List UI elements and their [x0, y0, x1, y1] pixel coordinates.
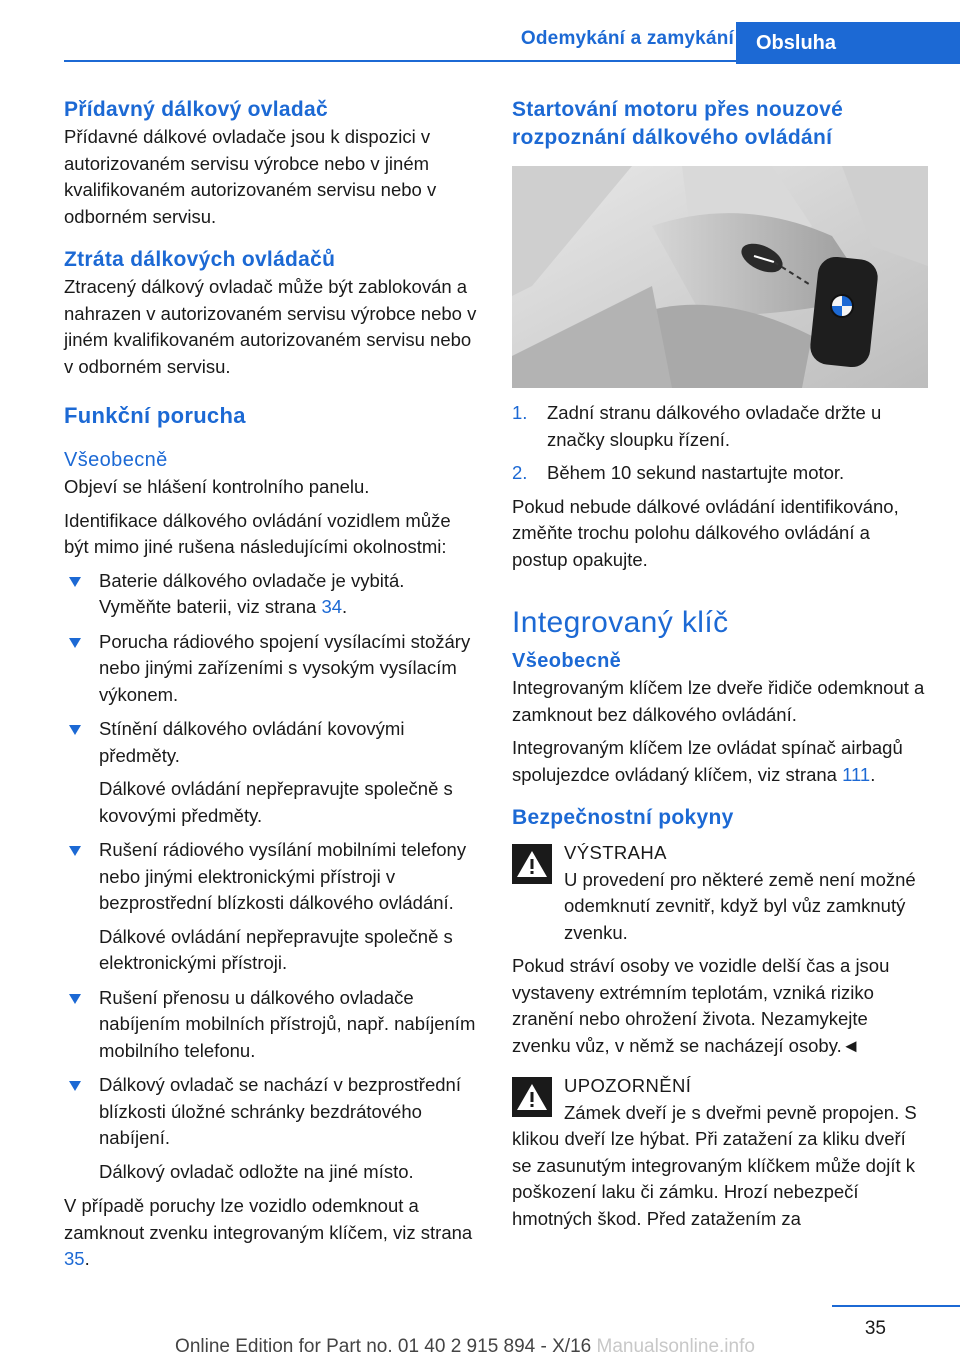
header-rule [64, 60, 960, 62]
warning-block [512, 840, 930, 946]
triangle-bullet-icon [69, 638, 81, 648]
paragraph-punct: . [84, 1248, 90, 1269]
right-column [512, 96, 930, 1232]
list-item-text: Rušení přenosu u dálkového ovladače nabíjením mobilních přístrojů, např. nabíjením mobilního telefonu. [99, 986, 476, 1061]
edition-text: Online Edition for Part no. 01 40 2 915 894 - X/16 [175, 1336, 592, 1357]
page-number: 35 [864, 1318, 886, 1339]
caution-block [512, 1073, 930, 1100]
list-item-note: Dálkový ovladač odložte na jiné místo. [99, 1160, 414, 1182]
page-link-111[interactable]: 111 [842, 763, 871, 785]
paragraph-key-2 [512, 735, 930, 788]
footer-rule [832, 1305, 960, 1307]
list-item [512, 400, 930, 453]
paragraph-key-2-text: Integrovaným klíčem lze ovládat spínač airbagů spolujezdce ovládaný klíčem, viz strana [512, 737, 903, 785]
warning-label: VÝSTRAHA [564, 842, 667, 863]
page-link-34[interactable]: 34 [321, 596, 343, 617]
caution-triangle-icon [512, 1077, 552, 1117]
heading-malfunction: Funkční porucha [64, 403, 246, 428]
list-item-text: Dálkový ovladač se nachází v bezprostřední blízkosti úložné schránky bezdrátového nabíjení. [99, 1074, 461, 1148]
header-section-title: Odemykání a zamykání [520, 28, 734, 49]
list-item-punct: . [342, 596, 348, 617]
list-item [64, 716, 478, 829]
paragraph-reposition: Pokud nebude dálkové ovládání identifikováno, změňte trochu polohu dálkového ovládání a postup opakujte. [512, 495, 899, 570]
triangle-bullet-icon [69, 577, 81, 587]
watermark: Manualsonline.info [596, 1336, 755, 1357]
left-column [64, 96, 478, 1273]
malfunction-causes-list [64, 568, 478, 1186]
warning-text: U provedení pro některé země není možné odemknutí zevnitř, když byl vůz zamknutý zvenku. [564, 868, 916, 943]
paragraph-additional-remote: Přídavné dálkové ovladače jsou k dispozici v autorizovaném servisu výrobce nebo v jiném kvalifikovaném autorizovaném servisu nebo v odborném servisu. [64, 126, 437, 227]
step-number: 1. [512, 402, 528, 423]
list-item [512, 460, 930, 487]
paragraph-key-1: Integrovaným klíčem lze dveře řidiče odemknout a zamknout bez dálkového ovládání. [512, 677, 925, 725]
list-item-text: Baterie dálkového ovladače je vybitá. Vyměňte baterii, viz strana [99, 569, 405, 617]
caution-text: Zámek dveří je s dveřmi pevně propojen. S klikou dveří lze hýbat. Při zatažení za kliku dveří se zasunutým integrovaným klíčkem může dojít k poškození laku či zámku. Hrozí nebezpečí hmotných škod. Před zatažením za [512, 1101, 917, 1229]
paragraph-general-1: Objeví se hlášení kontrolního panelu. [64, 476, 370, 497]
page-link-35[interactable]: 35 [64, 1248, 85, 1269]
heading-integrated-key: Integrovaný klíč [512, 606, 729, 639]
heading-remote-loss: Ztráta dálkových ovládačů [64, 248, 336, 271]
list-item [64, 629, 478, 709]
steering-column-remote-image [512, 166, 928, 388]
footer-edition [0, 1336, 960, 1358]
triangle-bullet-icon [69, 725, 81, 735]
heading-additional-remote: Přídavný dálkový ovladač [64, 98, 328, 121]
start-steps-list [512, 400, 930, 487]
step-number: 2. [512, 462, 528, 483]
step-text: Zadní stranu dálkového ovladače držte u značky sloupku řízení. [547, 402, 882, 450]
paragraph-general-2: Identifikace dálkového ovládání vozidlem může být mimo jiné rušena následujícími okolnostmi: [64, 509, 451, 557]
page-header [64, 22, 960, 62]
warning-triangle-icon [512, 844, 552, 884]
triangle-bullet-icon [69, 994, 81, 1004]
list-item [64, 985, 478, 1065]
step-text: Během 10 sekund nastartujte motor. [547, 462, 845, 483]
paragraph-warning-details: Pokud stráví osoby ve vozidle delší čas a jsou vystaveny extrémním teplotám, vzniká riziko zranění nebo ohrožení života. Nezamykejte zvenku vůz, v němž se nacházejí osoby.◄ [512, 955, 890, 1056]
caution-label: UPOZORNĚNÍ [564, 1075, 692, 1096]
paragraph-emergency-unlock-text: V případě poruchy lze vozidlo odemknout a zamknout zvenku integrovaným klíčem, viz strana [64, 1195, 473, 1243]
heading-safety-notes: Bezpečnostní pokyny [512, 806, 734, 829]
list-item-text: Porucha rádiového spojení vysílacími stožáry nebo jinými zařízeními s vysokým vysílacím výkonem. [99, 630, 471, 705]
list-item [64, 568, 478, 621]
list-item-note: Dálkové ovládání nepřepravujte společně s kovovými předměty. [99, 778, 453, 826]
list-item [64, 837, 478, 977]
triangle-bullet-icon [69, 846, 81, 856]
list-item-text: Stínění dálkového ovládání kovovými předměty. [99, 718, 405, 766]
subheading-general: Všeobecně [64, 449, 168, 471]
subheading-general-key: Všeobecně [512, 650, 622, 672]
list-item-note: Dálkové ovládání nepřepravujte společně s elektronickými přístroji. [99, 925, 453, 973]
paragraph-remote-loss: Ztracený dálkový ovladač může být zablokován a nahrazen v autorizovaném servisu výrobce nebo v jiném kvalifikovaném autorizovaném servisu nebo v odborném servisu. [64, 276, 477, 377]
list-item-text: Rušení rádiového vysílání mobilními telefony nebo jinými elektronickými přístroji v bezprostřední blízkosti dálkového ovládání. [99, 839, 467, 913]
header-chapter-tab: Obsluha [736, 22, 960, 64]
list-item [64, 1072, 478, 1185]
paragraph-punct: . [870, 763, 876, 785]
triangle-bullet-icon [69, 1081, 81, 1091]
heading-emergency-start: Startování motoru přes nouzové rozpoznání dálkového ovládání [512, 98, 844, 149]
paragraph-emergency-unlock [64, 1193, 478, 1273]
